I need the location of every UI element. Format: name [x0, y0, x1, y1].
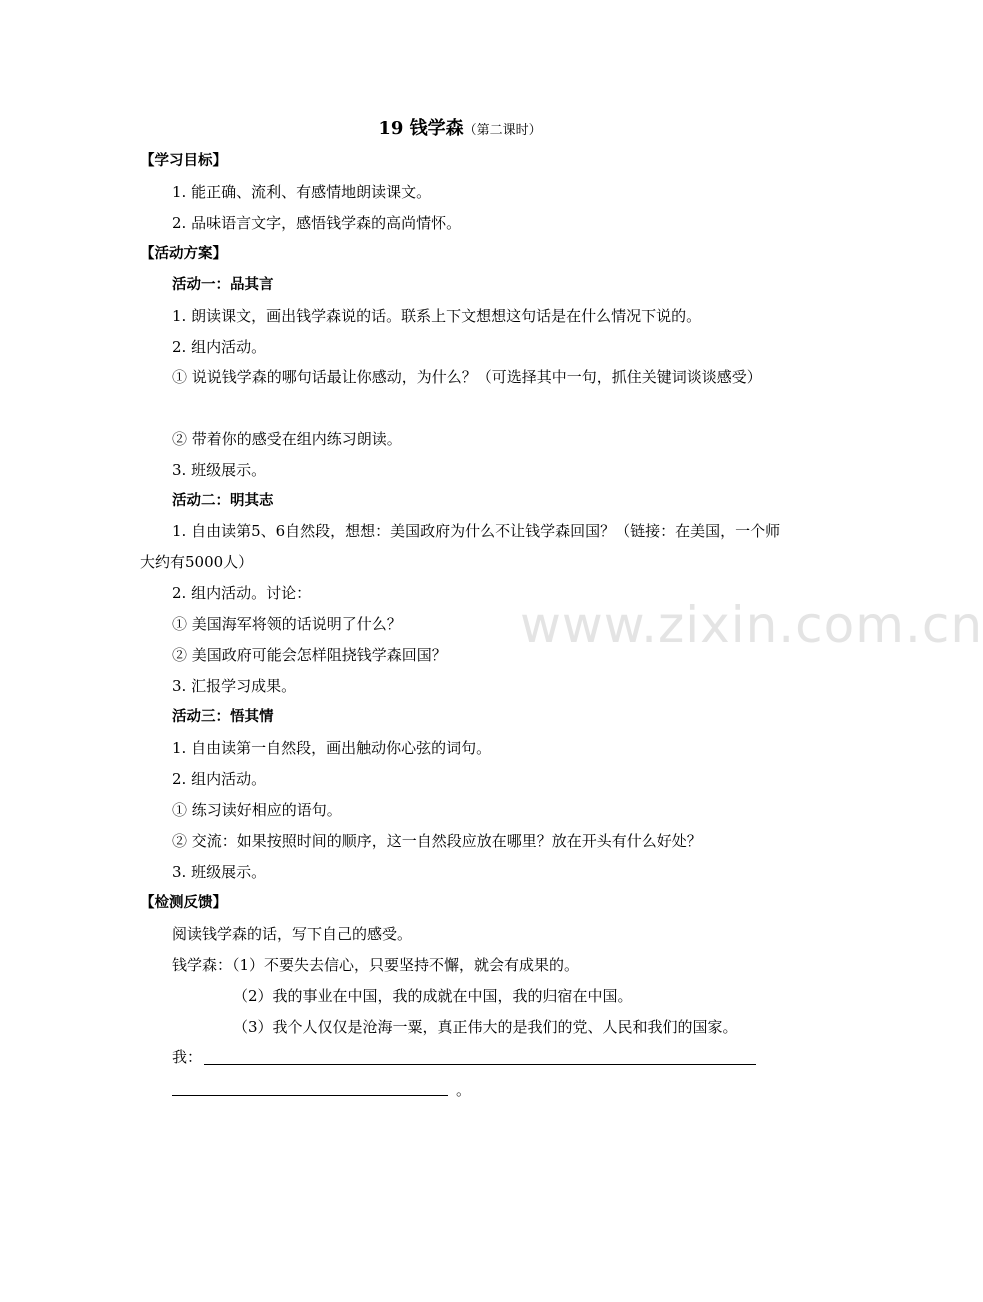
- activity2-item: 2. 组内活动。讨论：: [172, 584, 312, 602]
- goal-item: 2. 品味语言文字，感悟钱学森的高尚情怀。: [172, 214, 462, 232]
- answer-line-1[interactable]: [204, 1064, 756, 1065]
- activity3-item: 3. 班级展示。: [172, 863, 267, 881]
- activity2-title: 活动二：明其志: [172, 493, 274, 509]
- answer-label: 我：: [172, 1048, 203, 1066]
- answer-end-mark: 。: [456, 1081, 472, 1099]
- section-goals: 【学习目标】: [140, 153, 227, 169]
- section-feedback: 【检测反馈】: [140, 895, 227, 911]
- activity2-item: 1. 自由读第5、6自然段，想想：美国政府为什么不让钱学森回国？（链接：在美国，一个师大约有5000人）: [140, 522, 781, 571]
- activity1-item: 3. 班级展示。: [172, 461, 267, 479]
- watermark: www.zixin.com.cn: [520, 596, 983, 654]
- activity2-item: 3. 汇报学习成果。: [172, 677, 297, 695]
- goal-item: 1. 能正确、流利、有感情地朗读课文。: [172, 183, 432, 201]
- activity2-item: ① 美国海军将领的话说明了什么？: [172, 615, 402, 633]
- activity1-item: 2. 组内活动。: [172, 338, 267, 356]
- activity1-item: ② 带着你的感受在组内练习朗读。: [172, 430, 402, 448]
- activity2-item: ② 美国政府可能会怎样阻挠钱学森回国？: [172, 646, 447, 664]
- activity3-item: 1. 自由读第一自然段，画出触动你心弦的词句。: [172, 739, 492, 757]
- activity3-item: ① 练习读好相应的语句。: [172, 801, 342, 819]
- feedback-quote: 钱学森：（1）不要失去信心，只要坚持不懈，就会有成果的。: [172, 956, 580, 974]
- activity3-item: ② 交流：如果按照时间的顺序，这一自然段应放在哪里？放在开头有什么好处？: [172, 832, 702, 850]
- title-main: 19 钱学森: [378, 118, 464, 139]
- activity3-title: 活动三：悟其情: [172, 709, 274, 725]
- section-plan: 【活动方案】: [140, 246, 227, 262]
- feedback-quote: （3）我个人仅仅是沧海一粟，真正伟大的是我们的党、人民和我们的国家。: [233, 1018, 738, 1036]
- answer-line-2[interactable]: [172, 1095, 448, 1096]
- feedback-quote: （2）我的事业在中国，我的成就在中国，我的归宿在中国。: [233, 987, 633, 1005]
- activity1-item: 1. 朗读课文，画出钱学森说的话。联系上下文想想这句话是在什么情况下说的。: [172, 307, 702, 325]
- activity1-item: ① 说说钱学森的哪句话最让你感动，为什么？（可选择其中一句，抓住关键词谈谈感受）: [172, 368, 762, 386]
- page-title: [0, 116, 920, 144]
- activity1-title: 活动一：品其言: [172, 277, 274, 293]
- activity3-item: 2. 组内活动。: [172, 770, 267, 788]
- title-sub: （第二课时）: [463, 123, 542, 138]
- feedback-intro: 阅读钱学森的话，写下自己的感受。: [172, 925, 413, 943]
